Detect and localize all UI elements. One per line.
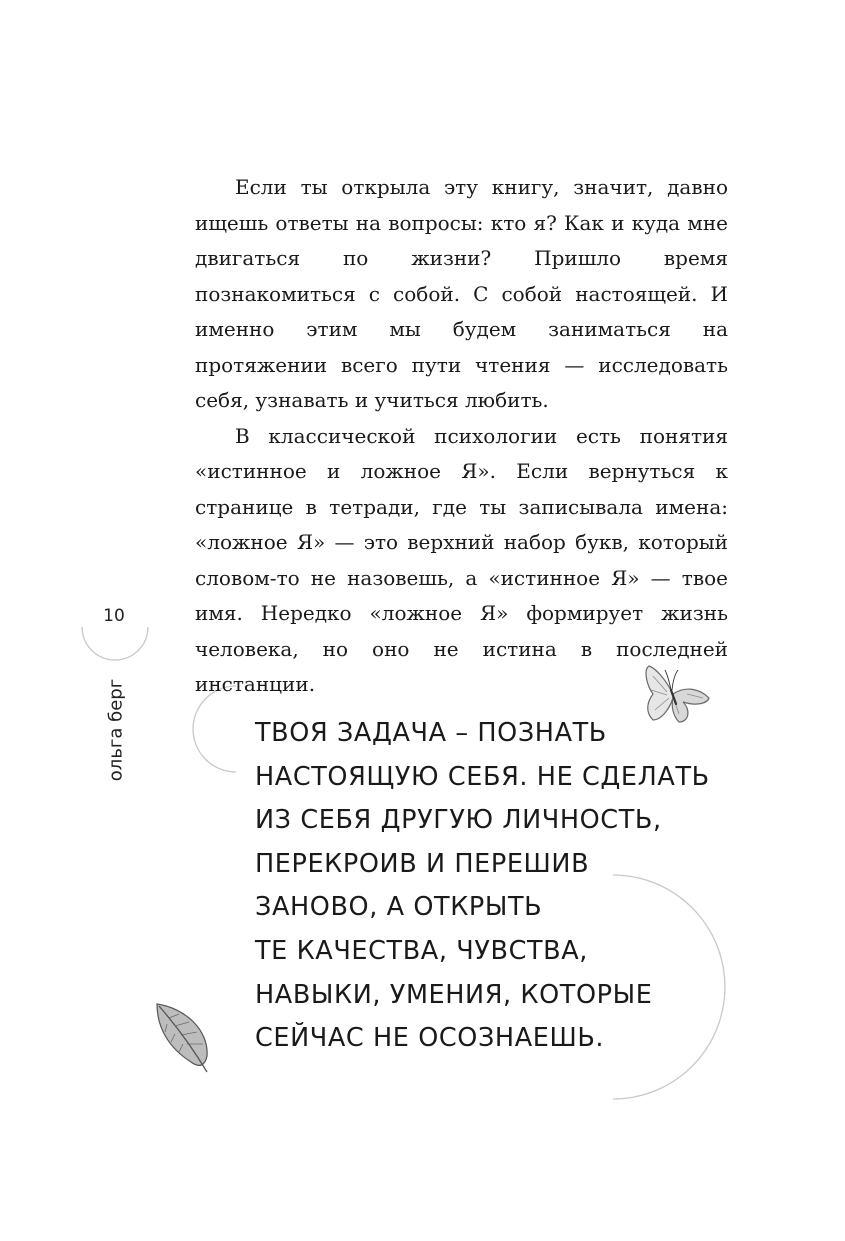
quote-line: ИЗ СЕБЯ ДРУГУЮ ЛИЧНОСТЬ, <box>255 805 662 836</box>
running-header-author <box>104 660 128 800</box>
pull-quote <box>255 712 725 1061</box>
quote-line: ТВОЯ ЗАДАЧА – ПОЗНАТЬ <box>255 718 607 748</box>
leaf-icon <box>157 1004 207 1072</box>
quote-line: ПЕРЕКРОИВ И ПЕРЕШИВ <box>255 848 590 879</box>
paragraph-2: В классической психологии есть понятия «истинное и ложное Я». Если вернуться к странице в тетради, где ты записывала имена: «ложное Я» — это верхний набор букв, который словом-то не назовешь, а «истинное Я» — твое имя. Нередко «ложное Я» формирует жизнь человека, но оно не истина в последней инстанции. <box>195 423 728 696</box>
page-number: 10 <box>103 606 125 626</box>
paragraph-1: Если ты открыла эту книгу, значит, давно ищешь ответы на вопросы: кто я? Как и куда мне двигаться по жизни? Пришло время познакомиться с собой. С собой настоящей. И именно этим мы будем заниматься на протяжении всего пути чтения — исследовать себя, узнавать и учиться любить. <box>195 175 728 412</box>
quote-line: СЕЙЧАС НЕ ОСОЗНАЕШЬ. <box>255 1023 605 1054</box>
quote-line: НАВЫКИ, УМЕНИЯ, КОТОРЫЕ <box>255 979 653 1010</box>
quote-line: ЗАНОВО, А ОТКРЫТЬ <box>255 892 543 923</box>
quote-line: НАСТОЯЩУЮ СЕБЯ. НЕ СДЕЛАТЬ <box>255 761 710 792</box>
quote-line: ТЕ КАЧЕСТВА, ЧУВСТВА, <box>255 935 589 966</box>
page-number-arc <box>82 627 148 660</box>
body-text <box>195 170 728 703</box>
author-name: ольга берг <box>105 678 127 782</box>
